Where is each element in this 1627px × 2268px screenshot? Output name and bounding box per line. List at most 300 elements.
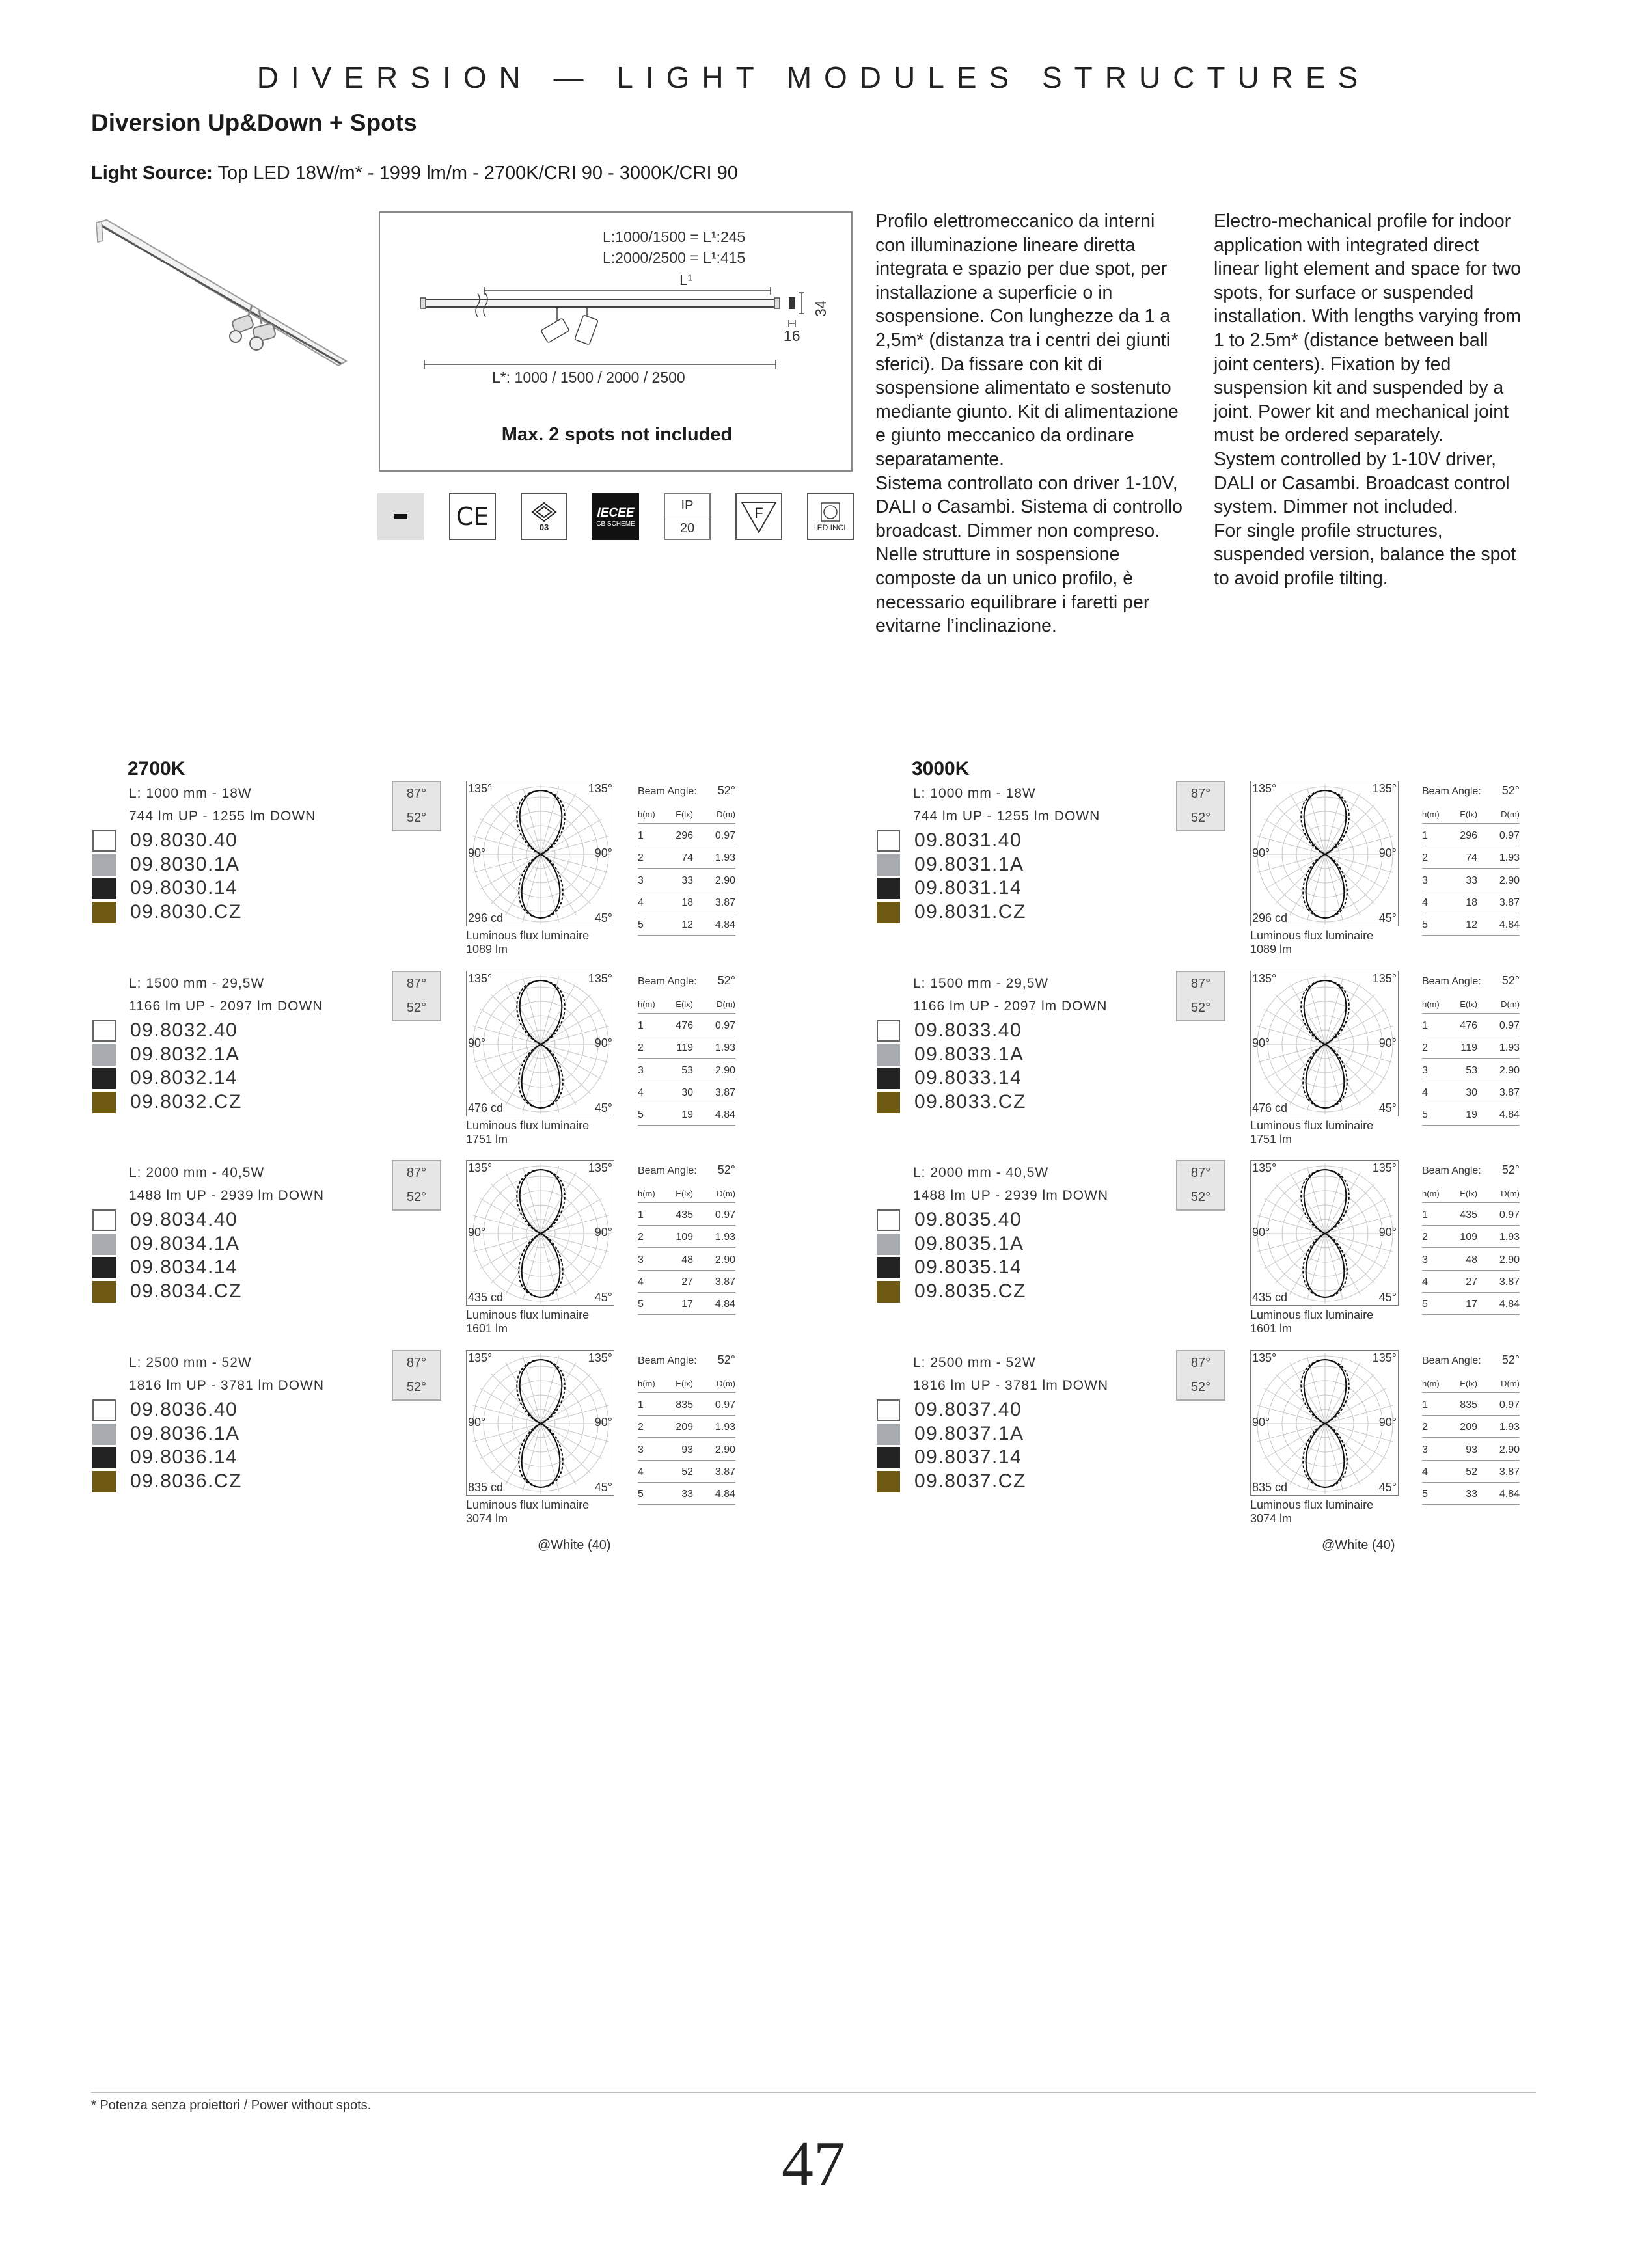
product-code-item[interactable] bbox=[877, 1066, 1026, 1090]
beam-angle-value: 52° bbox=[1501, 974, 1520, 987]
column-h: h(m) bbox=[638, 999, 655, 1010]
product-code: 09.8032.1A bbox=[130, 1043, 240, 1065]
polar-label-90-left: 90° bbox=[468, 1416, 486, 1429]
diameter-value: 1.93 bbox=[1499, 1232, 1520, 1243]
polar-label-135-right: 135° bbox=[588, 1161, 612, 1174]
beam-table-row bbox=[1422, 1438, 1520, 1460]
height-value: 1 bbox=[1422, 830, 1428, 841]
product-code-item[interactable] bbox=[92, 1256, 242, 1280]
beam-table bbox=[638, 969, 735, 1126]
product-code-item[interactable] bbox=[877, 1090, 1026, 1114]
beam-table-row bbox=[638, 1461, 735, 1483]
angle-up: 87° bbox=[406, 1356, 427, 1370]
height-value: 5 bbox=[1422, 919, 1428, 931]
product-code-item[interactable] bbox=[92, 1019, 242, 1043]
product-code-item[interactable] bbox=[92, 853, 242, 877]
polar-label-90-left: 90° bbox=[1252, 846, 1270, 859]
angle-up: 87° bbox=[406, 977, 427, 991]
product-code-item[interactable] bbox=[877, 900, 1026, 925]
polar-spoke bbox=[523, 1424, 541, 1491]
candela-value: 435 cd bbox=[468, 1291, 504, 1304]
lumen-spec: 744 lm UP - 1255 lm DOWN bbox=[129, 809, 316, 824]
beam-angle-value: 52° bbox=[1501, 784, 1520, 797]
polar-grid bbox=[467, 971, 615, 1117]
product-code: 09.8034.14 bbox=[130, 1256, 238, 1278]
diameter-value: 3.87 bbox=[715, 1276, 735, 1288]
illuminance-value: 74 bbox=[681, 852, 693, 864]
height-value: 2 bbox=[638, 852, 644, 864]
illuminance-value: 27 bbox=[681, 1276, 693, 1288]
height-value: 5 bbox=[1422, 1489, 1428, 1500]
beam-table-row bbox=[1422, 869, 1520, 891]
illuminance-value: 476 bbox=[1460, 1019, 1477, 1031]
finish-swatch bbox=[92, 878, 116, 899]
product-code: 09.8036.1A bbox=[130, 1422, 240, 1444]
column-e: E(lx) bbox=[1460, 1379, 1477, 1389]
illuminance-value: 33 bbox=[1466, 874, 1477, 886]
illuminance-value: 835 bbox=[1460, 1399, 1477, 1411]
product-code: 09.8036.CZ bbox=[130, 1470, 242, 1492]
polar-label-90-left: 90° bbox=[1252, 1416, 1270, 1429]
angle-up: 87° bbox=[1190, 787, 1211, 801]
product-code-item[interactable] bbox=[877, 1280, 1026, 1304]
angle-down: 52° bbox=[1190, 1001, 1211, 1015]
product-code: 09.8031.CZ bbox=[914, 900, 1026, 923]
polar-label-90-right: 90° bbox=[594, 1416, 612, 1429]
polar-label-135-right: 135° bbox=[1372, 972, 1397, 985]
beam-table-row bbox=[1422, 1248, 1520, 1270]
finish-swatch bbox=[877, 1281, 900, 1303]
beam-table-columns bbox=[1422, 802, 1520, 824]
product-code-list bbox=[92, 1208, 242, 1303]
angle-down: 52° bbox=[406, 1380, 427, 1394]
product-code-item[interactable] bbox=[92, 900, 242, 925]
illuminance-value: 209 bbox=[1460, 1422, 1477, 1433]
product-code-item[interactable] bbox=[877, 1446, 1026, 1470]
finish-swatch bbox=[877, 1092, 900, 1113]
polar-spoke bbox=[523, 1234, 541, 1301]
polar-label-135-right: 135° bbox=[588, 1351, 612, 1364]
polar-label-90-right: 90° bbox=[1378, 1036, 1397, 1049]
column-e: E(lx) bbox=[676, 809, 693, 820]
illuminance-value: 74 bbox=[1466, 852, 1477, 864]
product-code: 09.8033.14 bbox=[914, 1067, 1022, 1088]
polar-label-90-right: 90° bbox=[1378, 846, 1397, 859]
polar-label-90-left: 90° bbox=[468, 1226, 486, 1239]
finish-swatch bbox=[877, 878, 900, 899]
illuminance-value: 93 bbox=[681, 1444, 693, 1455]
luminous-flux-label: Luminous flux luminaire bbox=[1250, 1498, 1374, 1511]
polar-label-45: 45° bbox=[594, 911, 612, 925]
luminous-flux-label: Luminous flux luminaire bbox=[466, 1308, 590, 1321]
illuminance-value: 93 bbox=[1466, 1444, 1477, 1455]
product-code: 09.8035.14 bbox=[914, 1256, 1022, 1278]
product-code: 09.8032.14 bbox=[130, 1067, 238, 1088]
illuminance-value: 19 bbox=[1466, 1109, 1477, 1121]
illuminance-value: 12 bbox=[1466, 919, 1477, 931]
beam-table bbox=[638, 1159, 735, 1315]
product-code: 09.8034.1A bbox=[130, 1232, 240, 1254]
beam-table bbox=[1422, 1159, 1520, 1315]
beam-table-columns bbox=[638, 992, 735, 1014]
product-code-item[interactable] bbox=[92, 876, 242, 900]
polar-spoke bbox=[541, 787, 559, 854]
luminous-flux-label: Luminous flux luminaire bbox=[1250, 929, 1374, 942]
polar-label-135-left: 135° bbox=[1252, 972, 1277, 985]
product-code-item[interactable] bbox=[92, 1280, 242, 1304]
luminous-flux-label: Luminous flux luminaire bbox=[466, 1498, 590, 1511]
polar-spoke bbox=[1307, 1424, 1325, 1491]
length-power-spec: L: 1500 mm - 29,5W bbox=[913, 976, 1049, 991]
lumen-spec: 1816 lm UP - 3781 lm DOWN bbox=[913, 1378, 1109, 1393]
polar-diagram bbox=[466, 781, 614, 926]
diameter-value: 4.84 bbox=[1499, 1109, 1520, 1121]
luminous-flux-label: Luminous flux luminaire bbox=[1250, 1119, 1374, 1132]
lumen-spec: 1166 lm UP - 2097 lm DOWN bbox=[129, 999, 323, 1014]
product-code: 09.8034.40 bbox=[130, 1209, 238, 1230]
finish-swatch bbox=[877, 1399, 900, 1421]
product-code-item[interactable] bbox=[92, 1422, 242, 1446]
polar-diagram bbox=[1250, 781, 1399, 926]
lumen-spec: 1488 lm UP - 2939 lm DOWN bbox=[129, 1188, 325, 1203]
column-d: D(m) bbox=[717, 1189, 735, 1199]
beam-angle-box bbox=[1176, 781, 1225, 831]
beam-angle-header bbox=[1422, 1349, 1520, 1371]
polar-label-135-left: 135° bbox=[468, 1351, 493, 1364]
illuminance-value: 476 bbox=[676, 1019, 693, 1031]
polar-diagram bbox=[466, 971, 614, 1116]
finish-swatch bbox=[877, 1424, 900, 1445]
illuminance-value: 18 bbox=[1466, 897, 1477, 908]
diameter-value: 4.84 bbox=[1499, 919, 1520, 931]
finish-swatch bbox=[92, 902, 116, 923]
height-value: 3 bbox=[638, 1064, 644, 1076]
column-e: E(lx) bbox=[676, 999, 693, 1010]
page-number: 47 bbox=[782, 2129, 845, 2199]
polar-label-45: 45° bbox=[1378, 1101, 1397, 1114]
finish-swatch bbox=[92, 1020, 116, 1042]
polar-label-90-left: 90° bbox=[468, 846, 486, 859]
column-d: D(m) bbox=[1501, 1379, 1520, 1389]
diameter-value: 4.84 bbox=[1499, 1489, 1520, 1500]
length-power-spec: L: 2500 mm - 52W bbox=[913, 1355, 1036, 1370]
polar-label-135-left: 135° bbox=[468, 782, 493, 795]
beam-angle-header bbox=[638, 1159, 735, 1181]
illuminance-value: 52 bbox=[1466, 1466, 1477, 1478]
product-code: 09.8030.40 bbox=[130, 830, 238, 851]
product-code-item[interactable] bbox=[877, 853, 1026, 877]
diameter-value: 3.87 bbox=[1499, 897, 1520, 908]
finish-swatch bbox=[877, 830, 900, 852]
height-value: 4 bbox=[1422, 1276, 1428, 1288]
lumen-spec: 1166 lm UP - 2097 lm DOWN bbox=[913, 999, 1108, 1014]
finish-swatch bbox=[877, 1020, 900, 1042]
polar-spoke bbox=[1325, 977, 1343, 1044]
finish-swatch bbox=[877, 1209, 900, 1231]
height-value: 1 bbox=[638, 1019, 644, 1031]
product-code: 09.8037.1A bbox=[914, 1422, 1024, 1444]
luminous-flux bbox=[1250, 1119, 1373, 1146]
diameter-value: 0.97 bbox=[715, 1209, 735, 1221]
illuminance-value: 33 bbox=[1466, 1489, 1477, 1500]
product-code: 09.8034.CZ bbox=[130, 1280, 242, 1302]
illuminance-value: 435 bbox=[676, 1209, 693, 1221]
angle-up: 87° bbox=[1190, 977, 1211, 991]
lumen-spec: 744 lm UP - 1255 lm DOWN bbox=[913, 809, 1101, 824]
product-code-item[interactable] bbox=[877, 829, 1026, 853]
product-code-item[interactable] bbox=[877, 1208, 1026, 1232]
light-source-value: Top LED 18W/m* - 1999 lm/m - 2700K/CRI 90 - 3000K/CRI 90 bbox=[217, 163, 738, 183]
illuminance-value: 30 bbox=[681, 1087, 693, 1098]
finish-swatch bbox=[92, 1471, 116, 1492]
beam-angle-box bbox=[392, 781, 441, 831]
illuminance-value: 33 bbox=[681, 1489, 693, 1500]
beam-angle-label: Beam Angle: bbox=[638, 1355, 697, 1366]
product-code-item[interactable] bbox=[877, 1422, 1026, 1446]
diameter-value: 3.87 bbox=[715, 897, 735, 908]
diameter-value: 2.90 bbox=[715, 874, 735, 886]
diameter-value: 3.87 bbox=[715, 1466, 735, 1478]
height-value: 4 bbox=[638, 1466, 644, 1478]
product-photo bbox=[91, 215, 351, 390]
product-code-item[interactable] bbox=[877, 1470, 1026, 1494]
polar-label-135-right: 135° bbox=[1372, 1161, 1397, 1174]
polar-label-135-left: 135° bbox=[468, 972, 493, 985]
height-value: 2 bbox=[638, 1232, 644, 1243]
finish-swatch bbox=[92, 1209, 116, 1231]
beam-table-row bbox=[638, 1059, 735, 1081]
diameter-value: 3.87 bbox=[1499, 1466, 1520, 1478]
description-en-paragraph: Electro-mechanical profile for indoor application with integrated direct linear light element and space for two spots, for surface or suspended installation. With lengths varying from 1 to 2.5m* (distance between ball joint centers). Fixation by fed suspension kit and suspended by a joint. Power kit and mechanical joint must be ordered separately. bbox=[1214, 211, 1522, 446]
column-h: h(m) bbox=[1422, 1379, 1440, 1389]
finish-swatch bbox=[877, 854, 900, 876]
height-value: 1 bbox=[1422, 1019, 1428, 1031]
height-dimension: 34 bbox=[812, 300, 829, 317]
height-value: 5 bbox=[1422, 1109, 1428, 1121]
column-h: h(m) bbox=[638, 1379, 655, 1389]
polar-label-90-left: 90° bbox=[468, 1036, 486, 1049]
height-value: 3 bbox=[1422, 1444, 1428, 1455]
beam-angle-value: 52° bbox=[1501, 1163, 1520, 1176]
polar-diagram bbox=[1250, 1160, 1399, 1306]
diameter-value: 2.90 bbox=[1499, 1064, 1520, 1076]
finish-swatch bbox=[877, 1068, 900, 1089]
l1-symbol: L¹ bbox=[679, 271, 693, 288]
page-title: DIVERSION — LIGHT MODULES STRUCTURES bbox=[256, 61, 1371, 94]
length-power-spec: L: 1500 mm - 29,5W bbox=[129, 976, 265, 991]
illuminance-value: 53 bbox=[1466, 1064, 1477, 1076]
column-d: D(m) bbox=[717, 999, 735, 1010]
illuminance-value: 109 bbox=[1460, 1232, 1477, 1243]
product-code-item[interactable] bbox=[92, 1043, 242, 1067]
beam-table-row bbox=[1422, 1461, 1520, 1483]
diameter-value: 1.93 bbox=[715, 1232, 735, 1243]
beam-table-row bbox=[638, 1293, 735, 1315]
polar-grid bbox=[467, 1351, 615, 1496]
finish-swatch bbox=[92, 1044, 116, 1066]
illuminance-value: 119 bbox=[676, 1042, 693, 1054]
height-value: 1 bbox=[638, 830, 644, 841]
height-value: 2 bbox=[1422, 852, 1428, 864]
polar-label-45: 45° bbox=[1378, 1291, 1397, 1304]
product-code-item[interactable] bbox=[877, 876, 1026, 900]
diameter-value: 1.93 bbox=[715, 1042, 735, 1054]
product-code-list bbox=[877, 829, 1026, 924]
column-e: E(lx) bbox=[1460, 1189, 1477, 1199]
product-code: 09.8031.40 bbox=[914, 830, 1022, 851]
finish-swatch bbox=[92, 1281, 116, 1303]
diameter-value: 0.97 bbox=[1499, 830, 1520, 841]
product-code-item[interactable] bbox=[877, 1019, 1026, 1043]
product-code-item[interactable] bbox=[92, 1446, 242, 1470]
product-code-item[interactable] bbox=[92, 829, 242, 853]
beam-table-row bbox=[1422, 1203, 1520, 1225]
polar-spoke bbox=[1325, 1166, 1343, 1234]
beam-angle-box bbox=[1176, 1160, 1225, 1211]
polar-grid bbox=[467, 781, 615, 927]
height-value: 4 bbox=[638, 1276, 644, 1288]
column-d: D(m) bbox=[1501, 999, 1520, 1010]
beam-angle-header bbox=[1422, 779, 1520, 802]
diameter-value: 4.84 bbox=[1499, 1299, 1520, 1310]
finish-swatch bbox=[92, 1092, 116, 1113]
luminous-flux-value: 3074 lm bbox=[466, 1512, 508, 1525]
height-value: 1 bbox=[1422, 1209, 1428, 1221]
product-code: 09.8035.40 bbox=[914, 1209, 1022, 1230]
polar-diagram bbox=[1250, 971, 1399, 1116]
polar-diagram bbox=[466, 1160, 614, 1306]
beam-table-row bbox=[1422, 1081, 1520, 1103]
diameter-value: 1.93 bbox=[715, 852, 735, 864]
finish-swatch bbox=[92, 1447, 116, 1468]
product-code: 09.8036.14 bbox=[130, 1446, 238, 1468]
illuminance-value: 19 bbox=[681, 1109, 693, 1121]
polar-spoke bbox=[1307, 1044, 1325, 1112]
polar-diagram bbox=[466, 1350, 614, 1496]
illuminance-value: 27 bbox=[1466, 1276, 1477, 1288]
luminous-flux-value: 1089 lm bbox=[1250, 943, 1292, 956]
illuminance-value: 435 bbox=[1460, 1209, 1477, 1221]
product-code-item[interactable] bbox=[877, 1043, 1026, 1067]
beam-table-row bbox=[1422, 1271, 1520, 1293]
ip-rating-icon: IP 20 bbox=[664, 493, 711, 540]
length-power-spec: L: 1000 mm - 18W bbox=[913, 786, 1036, 801]
luminous-flux-value: 1089 lm bbox=[466, 943, 508, 956]
product-code-item[interactable] bbox=[877, 1398, 1026, 1422]
product-code: 09.8030.14 bbox=[130, 877, 238, 898]
beam-table-row bbox=[638, 1393, 735, 1415]
illuminance-value: 33 bbox=[681, 874, 693, 886]
diameter-value: 1.93 bbox=[1499, 852, 1520, 864]
beam-table-columns bbox=[638, 802, 735, 824]
beam-table-row bbox=[638, 869, 735, 891]
product-code-list bbox=[877, 1019, 1026, 1114]
height-value: 5 bbox=[638, 1299, 644, 1310]
product-code: 09.8030.1A bbox=[130, 853, 240, 875]
polar-spoke bbox=[523, 1044, 541, 1112]
polar-label-135-right: 135° bbox=[588, 782, 612, 795]
beam-table-row bbox=[1422, 913, 1520, 936]
luminous-flux-value: 1601 lm bbox=[466, 1322, 508, 1335]
luminous-flux-value: 1601 lm bbox=[1250, 1322, 1292, 1335]
height-value: 1 bbox=[638, 1399, 644, 1411]
product-code-item[interactable] bbox=[92, 1208, 242, 1232]
illuminance-value: 296 bbox=[1460, 830, 1477, 841]
angle-down: 52° bbox=[406, 811, 427, 825]
diameter-value: 0.97 bbox=[1499, 1209, 1520, 1221]
beam-angle-box bbox=[392, 1160, 441, 1211]
illuminance-value: 30 bbox=[1466, 1087, 1477, 1098]
led-included-icon: LED INCL bbox=[807, 493, 854, 540]
luminous-flux-label: Luminous flux luminaire bbox=[466, 929, 590, 942]
product-code-item[interactable] bbox=[92, 1232, 242, 1256]
beam-angle-header bbox=[1422, 969, 1520, 992]
luminous-flux-label: Luminous flux luminaire bbox=[466, 1119, 590, 1132]
luminous-flux-value: 1751 lm bbox=[1250, 1133, 1292, 1146]
height-value: 4 bbox=[1422, 1087, 1428, 1098]
polar-label-45: 45° bbox=[594, 1101, 612, 1114]
diameter-value: 2.90 bbox=[1499, 1444, 1520, 1455]
column-h: h(m) bbox=[1422, 999, 1440, 1010]
beam-table-row bbox=[1422, 1393, 1520, 1415]
product-code-item[interactable] bbox=[92, 1090, 242, 1114]
product-code-item[interactable] bbox=[92, 1398, 242, 1422]
polar-diagram bbox=[1250, 1350, 1399, 1496]
beam-angle-value: 52° bbox=[1501, 1353, 1520, 1366]
beam-table-row bbox=[1422, 846, 1520, 869]
column-d: D(m) bbox=[1501, 809, 1520, 820]
candela-value: 435 cd bbox=[1252, 1291, 1288, 1304]
beam-table-row bbox=[638, 1203, 735, 1225]
beam-table-row bbox=[638, 846, 735, 869]
column-e: E(lx) bbox=[676, 1379, 693, 1389]
product-subtitle: Diversion Up&Down + Spots bbox=[91, 109, 417, 136]
finish-swatch bbox=[92, 1399, 116, 1421]
beam-angle-box bbox=[1176, 1350, 1225, 1401]
beam-angle-header bbox=[638, 779, 735, 802]
beam-table-row bbox=[638, 1271, 735, 1293]
illuminance-value: 296 bbox=[676, 830, 693, 841]
beam-angle-header bbox=[638, 969, 735, 992]
product-code-item[interactable] bbox=[877, 1232, 1026, 1256]
beam-table bbox=[1422, 1349, 1520, 1505]
description-it-paragraph: Profilo elettromeccanico da interni con illuminazione lineare diretta integrata e spazio per due spot, per installazione a superficie o in sospensione. Con lunghezze da 1 a 2,5m* (distanza tra i centri dei giunti sferici). Da fissare con kit di sospensione alimentato e sostenuto mediante giunto. Kit di alimentazione e giunto meccanico da ordinare separatamente. bbox=[875, 211, 1179, 470]
finish-swatch bbox=[877, 1044, 900, 1066]
polar-label-90-right: 90° bbox=[1378, 1416, 1397, 1429]
beam-table-row bbox=[1422, 1059, 1520, 1081]
beam-table-row bbox=[1422, 1226, 1520, 1248]
illuminance-value: 48 bbox=[681, 1254, 693, 1265]
product-code-item[interactable] bbox=[92, 1470, 242, 1494]
height-value: 3 bbox=[638, 1444, 644, 1455]
color-temperature-title: 3000K bbox=[912, 758, 970, 779]
height-value: 2 bbox=[1422, 1042, 1428, 1054]
angle-down: 52° bbox=[406, 1190, 427, 1204]
polar-label-90-right: 90° bbox=[594, 1036, 612, 1049]
beam-table-row bbox=[638, 1438, 735, 1460]
height-value: 2 bbox=[1422, 1422, 1428, 1433]
product-code-item[interactable] bbox=[877, 1256, 1026, 1280]
diameter-value: 3.87 bbox=[715, 1087, 735, 1098]
beam-table-row bbox=[638, 1103, 735, 1126]
illuminance-value: 17 bbox=[681, 1299, 693, 1310]
polar-spoke bbox=[1325, 1356, 1343, 1424]
illuminance-value: 52 bbox=[681, 1466, 693, 1478]
product-code-item[interactable] bbox=[92, 1066, 242, 1090]
diameter-value: 0.97 bbox=[715, 1019, 735, 1031]
diameter-value: 1.93 bbox=[1499, 1042, 1520, 1054]
finish-swatch bbox=[877, 902, 900, 923]
